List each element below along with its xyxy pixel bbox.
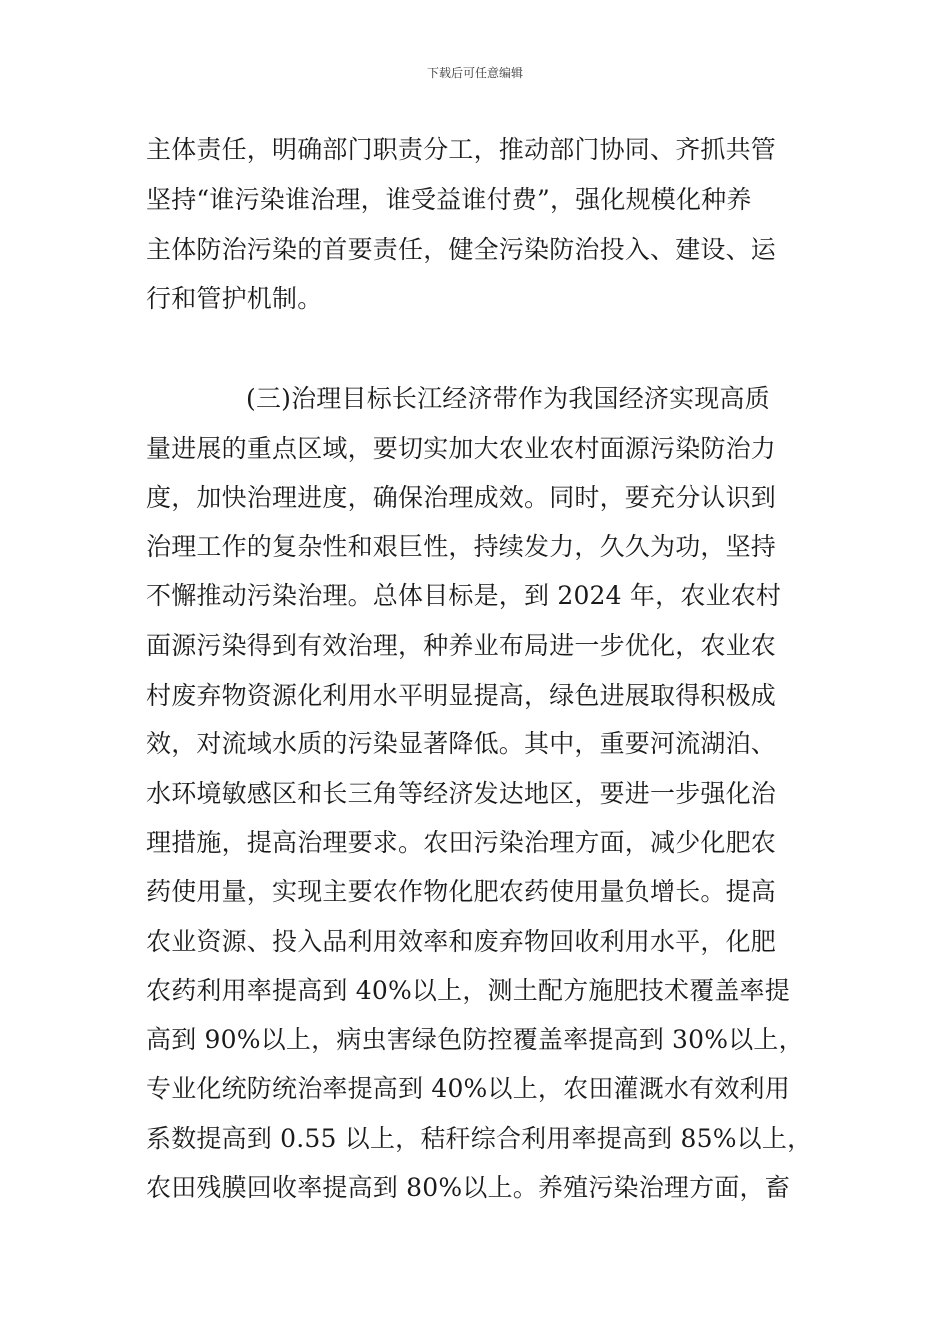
text-line: 水环境敏感区和长三角等经济发达地区，要进一步强化治 [146,779,777,808]
text-line: 理措施，提高治理要求。农田污染治理方面，减少化肥农 [146,828,777,857]
text-line: 不懈推动污染治理。总体目标是，到 2024 年，农业农村 [146,581,782,610]
text-line: 效，对流域水质的污染显著降低。其中，重要河流湖泊、 [146,729,777,758]
text-line: 高到 90%以上，病虫害绿色防控覆盖率提高到 30%以上， [146,1025,804,1054]
text-line: 系数提高到 0.55 以上，秸秆综合利用率提高到 85%以上， [146,1124,813,1153]
text-line: 坚持“谁污染谁治理，谁受益谁付费”，强化规模化种养 [146,185,752,214]
page-header: 下载后可任意编辑 [426,66,523,80]
text-line: 农药利用率提高到 40%以上，测土配方施肥技术覆盖率提 [146,976,790,1005]
text-line: 村废弃物资源化利用水平明显提高，绿色进展取得积极成 [146,681,777,710]
text-line: 药使用量，实现主要农作物化肥农药使用量负增长。提高 [146,877,777,906]
text-line: 面源污染得到有效治理，种养业布局进一步优化，农业农 [146,631,777,660]
text-line: 度，加快治理进度，确保治理成效。同时，要充分认识到 [146,483,777,512]
text-line: 治理工作的复杂性和艰巨性，持续发力，久久为功，坚持 [146,532,777,561]
text-line: 专业化统防统治率提高到 40%以上，农田灌溉水有效利用 [146,1074,790,1103]
text-line: 量进展的重点区域，要切实加大农业农村面源污染防治力 [146,434,777,463]
text-line: 行和管护机制。 [146,284,323,313]
text-line: 农田残膜回收率提高到 80%以上。养殖污染治理方面，畜 [146,1173,790,1202]
text-line: 主体防治污染的首要责任，健全污染防治投入、建设、运 [146,235,777,264]
text-line: 主体责任，明确部门职责分工，推动部门协同、齐抓共管 [146,135,777,164]
section-heading-line: (三)治理目标长江经济带作为我国经济实现高质 [246,384,770,413]
text-line: 农业资源、投入品利用效率和废弃物回收利用水平，化肥 [146,927,777,956]
